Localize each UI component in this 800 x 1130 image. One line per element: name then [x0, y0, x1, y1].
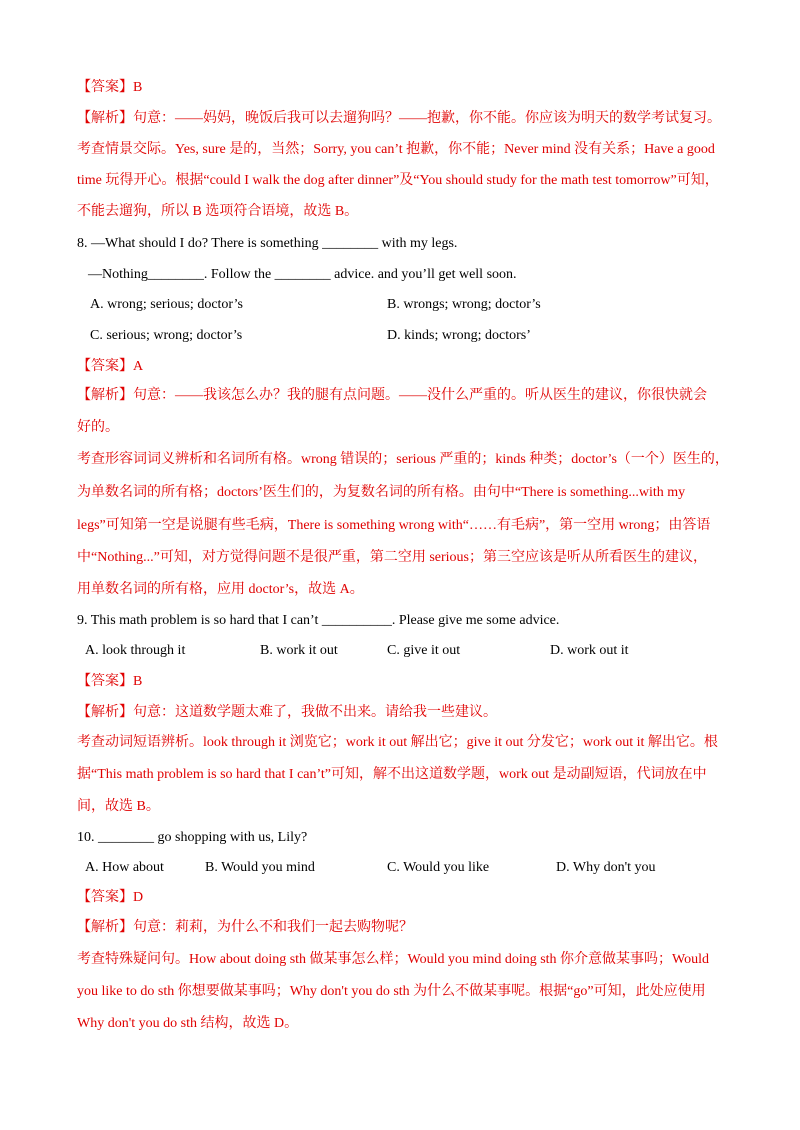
q10-analysis-line: 考查特殊疑问句。How about doing sth 做某事怎么样；Would you mind doing sth 你介意做某事吗；Would [77, 952, 710, 967]
q10-analysis-line: Why don't you do sth 结构，故选 D。 [77, 1016, 299, 1031]
q7-analysis-line: 不能去遛狗，所以 B 选项符合语境，故选 B。 [77, 204, 359, 219]
q9-answer: 【答案】B [77, 674, 143, 689]
q8-analysis-line: legs”可知第一空是说腿有些毛病，There is something wrong with“……有毛病”，第一空用 wrong；由答语 [77, 518, 711, 533]
q9-analysis-line: 【解析】句意：这道数学题太难了，我做不出来。请给我一些建议。 [77, 705, 497, 720]
q9-analysis-line: 考查动词短语辨析。look through it 浏览它；work it out 解出它；give it out 分发它；work out it 解出它。根 [77, 735, 718, 750]
q8-option-b: B. wrongs; wrong; doctor’s [387, 297, 541, 312]
q7-answer: 【答案】B [77, 80, 143, 95]
q9-option-a: A. look through it [85, 643, 186, 658]
q8-analysis-line: 【解析】句意：——我该怎么办？我的腿有点问题。——没什么严重的。听从医生的建议，你很快就会 [77, 388, 707, 403]
q8-option-d: D. kinds; wrong; doctors’ [387, 328, 531, 343]
q10-option-c: C. Would you like [387, 860, 490, 875]
q10-analysis-line: you like to do sth 你想要做某事吗；Why don't you do sth 为什么不做某事呢。根据“go”可知，此处应使用 [77, 984, 706, 999]
q8-option-c: C. serious; wrong; doctor’s [90, 328, 243, 343]
q8-option-a: A. wrong; serious; doctor’s [90, 297, 243, 312]
q9-option-d: D. work out it [550, 643, 629, 658]
q10-option-a: A. How about [85, 860, 164, 875]
q9-option-c: C. give it out [387, 643, 461, 658]
q9-analysis-line: 据“This math problem is so hard that I can’t”可知，解不出这道数学题，work out 是动副短语，代词放在中 [77, 767, 707, 782]
q9-stem: 9. This math problem is so hard that I can’t __________. Please give me some advice. [77, 613, 560, 628]
q9-analysis-line: 间，故选 B。 [77, 799, 160, 814]
q7-analysis-line: 考查情景交际。Yes, sure 是的，当然；Sorry, you can’t 抱歉，你不能；Never mind 没有关系；Have a good [77, 142, 715, 157]
q8-analysis-line: 中“Nothing...”可知，对方觉得问题不是很严重，第二空用 serious；第三空应该是听从所看医生的建议， [77, 550, 707, 565]
q8-analysis-line: 好的。 [77, 420, 119, 435]
q8-answer: 【答案】A [77, 359, 144, 374]
q8-stem-reply: —Nothing________. Follow the ________ advice. and you’ll get well soon. [88, 267, 517, 282]
q8-analysis-line: 为单数名词的所有格；doctors’医生们的，为复数名词的所有格。由句中“There is something...with my [77, 485, 686, 500]
q8-analysis-line: 用单数名词的所有格，应用 doctor’s，故选 A。 [77, 582, 364, 597]
q10-option-d: D. Why don't you [556, 860, 656, 875]
q10-analysis-line: 【解析】句意：莉莉，为什么不和我们一起去购物呢？ [77, 920, 413, 935]
q10-option-b: B. Would you mind [205, 860, 315, 875]
q8-stem: 8. —What should I do? There is something ________ with my legs. [77, 236, 458, 251]
q7-analysis-line: 【解析】句意：——妈妈，晚饭后我可以去遛狗吗？——抱歉，你不能。你应该为明天的数学考试复习。 [77, 111, 721, 126]
q10-stem: 10. ________ go shopping with us, Lily? [77, 830, 308, 845]
q9-option-b: B. work it out [260, 643, 338, 658]
q8-analysis-line: 考查形容词词义辨析和名词所有格。wrong 错误的；serious 严重的；kinds 种类；doctor’s（一个）医生的， [77, 452, 729, 467]
q10-answer: 【答案】D [77, 890, 144, 905]
q7-analysis-line: time 玩得开心。根据“could I walk the dog after dinner”及“You should study for the math test tomorrow”可知， [77, 173, 719, 188]
